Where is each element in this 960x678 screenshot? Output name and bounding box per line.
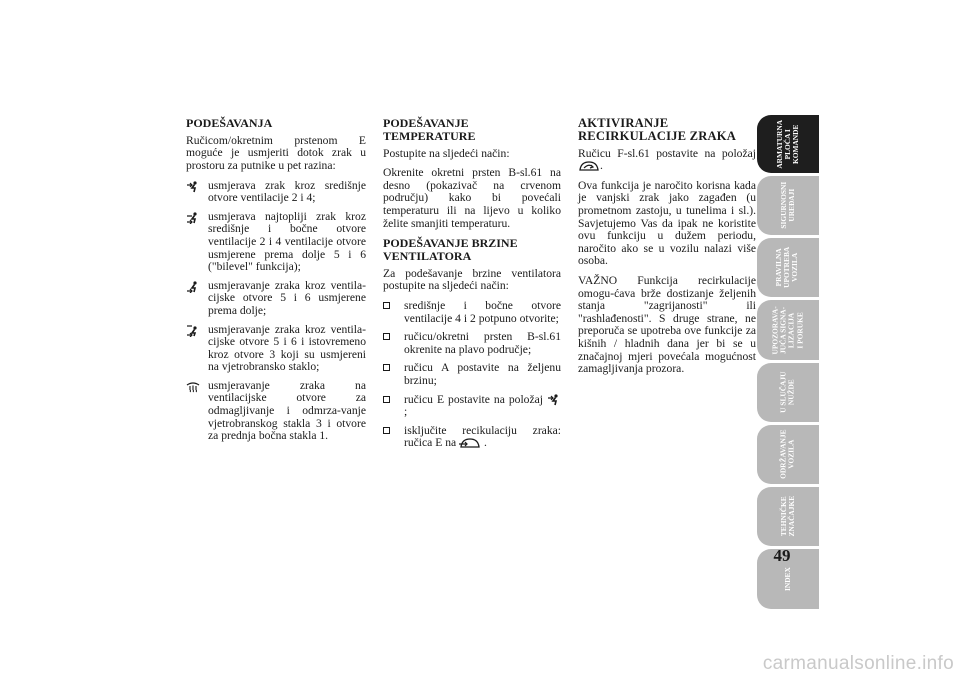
tab-label: TEHNIČKE ZNAČAJKE: [778, 496, 796, 537]
checkbox-bullet-icon: [383, 362, 404, 371]
column-recirculation: [578, 117, 756, 383]
tab-label: SIGURNOSNI UREĐAJI: [778, 182, 796, 229]
settings-intro: Ručicom/okretnim prstenom E moguće je usmjeriti dotok zrak u prostoru za putnike u pet razina:: [186, 133, 366, 172]
list-item-text: isključite recikulaciju zraka: ručica E na: [404, 423, 561, 450]
recirculation-instruction-punct: .: [600, 159, 603, 173]
fan-speed-intro: Za podešavanje brzine ventilatora postupite na sljedeći način:: [383, 266, 561, 293]
tab-technical-specs[interactable]: [757, 487, 819, 546]
watermark: carmanualsonline.info: [762, 653, 954, 674]
list-item: [186, 280, 366, 318]
page-number: 49: [773, 546, 791, 565]
floor-windshield-vent-icon: [186, 324, 208, 337]
tab-maintenance[interactable]: [757, 425, 819, 484]
recirculation-icon: [578, 160, 600, 172]
checkbox-bullet-icon: [383, 394, 404, 403]
column-settings: [186, 117, 366, 449]
list-item: [186, 211, 366, 274]
list-item-text-wrap: [404, 394, 561, 419]
list-item: [383, 394, 561, 419]
checkbox-bullet-icon: [383, 425, 404, 434]
recirculation-important: VAŽNO Funkcija recirkulacije omogu-ćava brže dostizanje željenih stanja "zagrijanosti" ili "rashlađenosti". S druge strane, ne preporuča se upotreba ove funkcije za kišnih / hladnih dana jer bi se u značajnoj mjeri povećala mogućnost zamagljivanja prozora.: [578, 273, 756, 376]
tab-label: ODRŽAVANJE VOZILA: [778, 429, 796, 480]
list-item-punct: .: [483, 436, 487, 450]
defrost-icon: [186, 380, 208, 393]
tab-dashboard-controls[interactable]: [757, 115, 819, 173]
list-item: [383, 300, 561, 325]
checkbox-bullet-icon: [383, 300, 404, 309]
outside-air-icon: [459, 437, 481, 449]
recirculation-instruction-text: Ručicu F-sl.61 postavite na položaj: [578, 146, 756, 160]
column-temperature: [383, 117, 561, 456]
recirculation-usage: Ova funkcija je naročito korisna kada je vanjski zrak jako zagađen (u prometnom zastoju, u tunelima i sl.). Savjetujemo Vas da ipak ne koristite ovu funkciju u dužem periodu, naročito ako se u vozilu nalazi više osoba.: [578, 178, 756, 268]
list-item-text: usmjeravanje zraka na ventilacijske otvore za odmagljivanje i odmrza-vanje vjetrobranskog stakla 3 i otvore za prednja bočna stakla 1.: [208, 378, 366, 443]
list-item-text: usmjeravanje zraka kroz ventila-cijske otvore 5 i 6 i istovremeno kroz otvore 3 koji su usmjereni na vjetrobransko staklo;: [208, 322, 366, 374]
list-item-text: usmjerava zrak kroz središnje otvore ventilacije 2 i 4;: [208, 178, 366, 205]
temperature-intro: Postupite na sljedeći način:: [383, 146, 510, 160]
list-item-text-wrap: [404, 425, 561, 450]
tab-correct-use[interactable]: [757, 238, 819, 297]
list-item: [186, 180, 366, 205]
list-item-text: ručicu E postavite na položaj: [404, 392, 543, 406]
list-item-text: ručicu/okretni prsten B-sl.61 okrenite na plavo područje;: [404, 330, 561, 356]
temperature-text: Okrenite okretni prsten B-sl.61 na desno (pokazivač na crvenom području) kako bi povećali temperaturu ili na lijevo u koliko želite smanjiti temperaturu.: [383, 166, 561, 230]
heading-recirculation: AKTIVIRANJE RECIRKULACIJE ZRAKA: [578, 116, 737, 143]
tab-label: U SLUČAJU NUŽDE: [778, 371, 796, 414]
tab-safety-devices[interactable]: [757, 176, 819, 235]
list-item-text: središnje i bočne otvore ventilacije 4 i 2 potpuno otvorite;: [404, 298, 561, 325]
tab-warning-lights[interactable]: [757, 300, 819, 360]
list-item-punct: ;: [404, 405, 408, 419]
face-vent-icon: [186, 180, 208, 193]
bilevel-vent-icon: [186, 211, 208, 224]
list-item: [186, 380, 366, 443]
floor-vent-icon: [186, 280, 208, 293]
tab-label: UPOZORAVA- JUĆA SIGNA- LIZACIJA I PORUKE: [770, 305, 805, 355]
recirculation-instruction: [578, 148, 756, 173]
heading-fan-speed: PODEŠAVANJE BRZINE VENTILATORA: [383, 236, 518, 263]
face-vent-icon: [547, 394, 561, 406]
heading-temperature: PODEŠAVANJE TEMPERATURE: [383, 116, 476, 143]
list-item: [186, 324, 366, 374]
tab-label: PRAVILNA UPOTREBA VOZILA: [774, 246, 801, 289]
list-item-text: ručicu A postavite na željenu brzinu;: [404, 361, 561, 387]
list-item: [383, 425, 561, 450]
tab-emergency[interactable]: [757, 363, 819, 422]
heading-settings: PODEŠAVANJA: [186, 116, 273, 130]
tab-label: ARMATURNA PLOČA I KOMANDE: [774, 119, 801, 169]
checkbox-bullet-icon: [383, 331, 404, 340]
list-item-text: usmjeravanje zraka kroz ventila-cijske otvore 5 i 6 usmjerene prema dolje;: [208, 278, 366, 317]
tab-label: INDEX: [782, 567, 792, 591]
list-item: [383, 331, 561, 356]
list-item-text: usmjerava najtopliji zrak kroz središnje i bočne otvore ventilacije 2 i 4 ventilacije otvore usmjerene prema dolje 5 i 6 ("bilevel" funkcija);: [208, 209, 366, 274]
list-item: [383, 362, 561, 387]
